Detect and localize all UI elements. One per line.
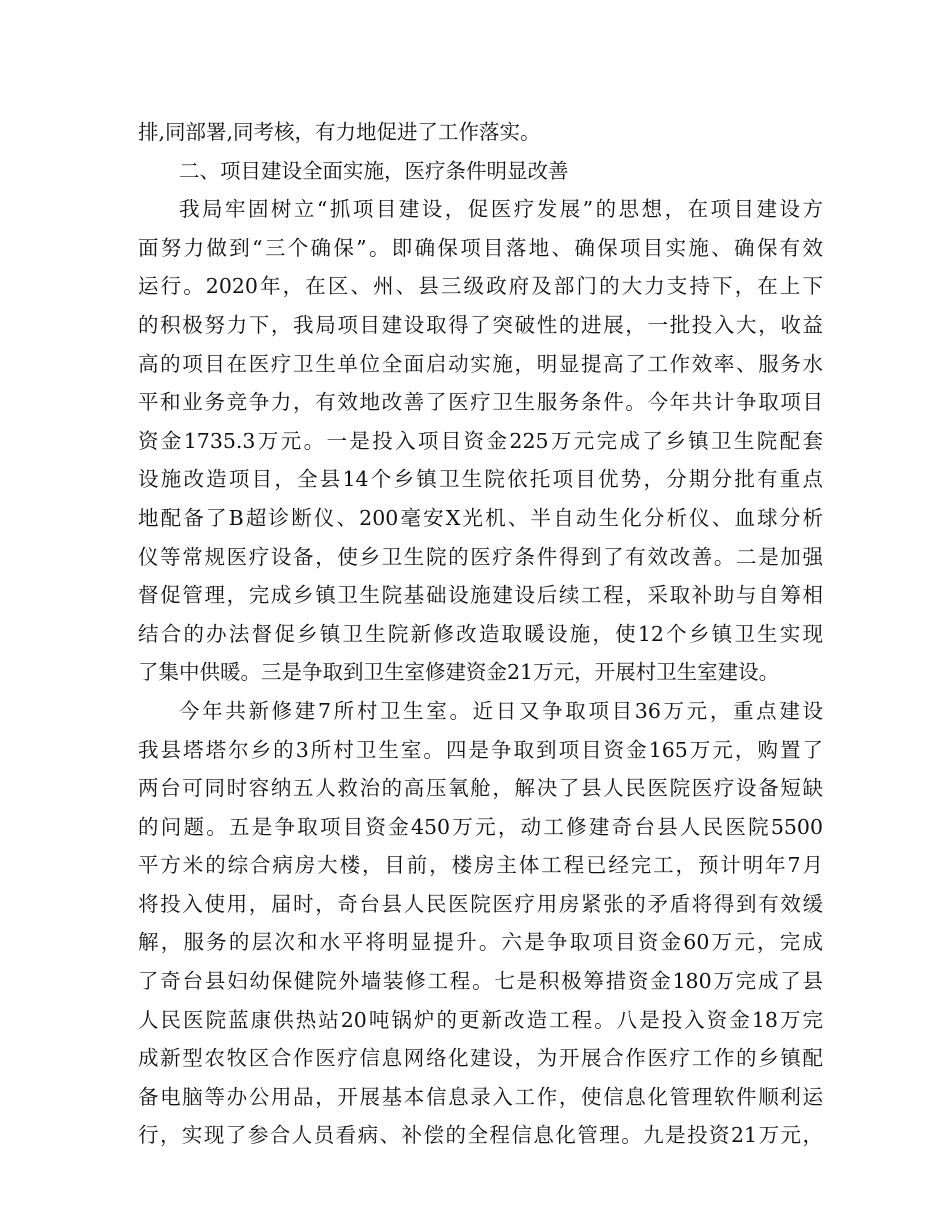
text-line: 了奇台县妇幼保健院外墙装修工程。七是积极筹措资金180万完成了县 (138, 969, 823, 994)
text-line: 面努力做到“三个确保”。即确保项目落地、确保项目实施、确保有效 (138, 235, 823, 260)
text-line: 的积极努力下，我局项目建设取得了突破性的进展，一批投入大，收益 (138, 312, 823, 337)
text-line: 将投入使用，届时，奇台县人民医院医疗用房紧张的矛盾将得到有效缓 (138, 891, 823, 916)
text-line: 解，服务的层次和水平将明显提升。六是争取项目资金60万元，完成 (138, 930, 823, 955)
text-line: 我局牢固树立“抓项目建设，促医疗发展”的思想，在项目建设方 (179, 197, 823, 222)
text-line: 运行。2020年，在区、州、县三级政府及部门的大力支持下，在上下 (138, 274, 823, 299)
text-line: 高的项目在医疗卫生单位全面启动实施，明显提高了工作效率、服务水 (138, 351, 823, 376)
text-line: 结合的办法督促乡镇卫生院新修改造取暖设施，使12个乡镇卫生实现 (138, 621, 823, 646)
text-line: 平方米的综合病房大楼，目前，楼房主体工程已经完工，预计明年7月 (138, 853, 823, 878)
text-line: 仪等常规医疗设备，使乡卫生院的医疗条件得到了有效改善。二是加强 (138, 544, 823, 569)
text-line: 行，实现了参合人员看病、补偿的全程信息化管理。九是投资21万元， (138, 1123, 823, 1148)
text-line: 今年共新修建7所村卫生室。近日又争取项目36万元，重点建设 (179, 698, 823, 723)
text-line: 成新型农牧区合作医疗信息网络化建设，为开展合作医疗工作的乡镇配 (138, 1046, 823, 1071)
text-line: 排,同部署,同考核，有力地促进了工作落实。 (138, 120, 541, 144)
text-line: 了集中供暖。三是争取到卫生室修建资金21万元，开展村卫生室建设。 (138, 660, 780, 685)
text-line: 地配备了B超诊断仪、200毫安X光机、半自动生化分析仪、血球分析 (138, 505, 823, 530)
text-line: 备电脑等办公用品，开展基本信息录入工作，使信息化管理软件顺利运 (138, 1084, 823, 1109)
text-line: 资金1735.3万元。一是投入项目资金225万元完成了乡镇卫生院配套 (138, 428, 823, 453)
text-line: 督促管理，完成乡镇卫生院基础设施建设后续工程，采取补助与自筹相 (138, 583, 823, 608)
text-line: 设施改造项目，全县14个乡镇卫生院依托项目优势，分期分批有重点 (138, 467, 823, 492)
text-line: 的问题。五是争取项目资金450万元，动工修建奇台县人民医院5500 (138, 814, 823, 839)
text-line: 人民医院蓝康供热站20吨锅炉的更新改造工程。八是投入资金18万完 (138, 1007, 823, 1032)
text-line: 两台可同时容纳五人救治的高压氧舱，解决了县人民医院医疗设备短缺 (138, 776, 823, 801)
document-body (138, 113, 823, 1155)
section-heading: 二、项目建设全面实施，医疗条件明显改善 (179, 158, 569, 183)
text-line: 平和业务竞争力，有效地改善了医疗卫生服务条件。今年共计争取项目 (138, 390, 823, 415)
text-line: 我县塔塔尔乡的3所村卫生室。四是争取到项目资金165万元，购置了 (138, 737, 823, 762)
